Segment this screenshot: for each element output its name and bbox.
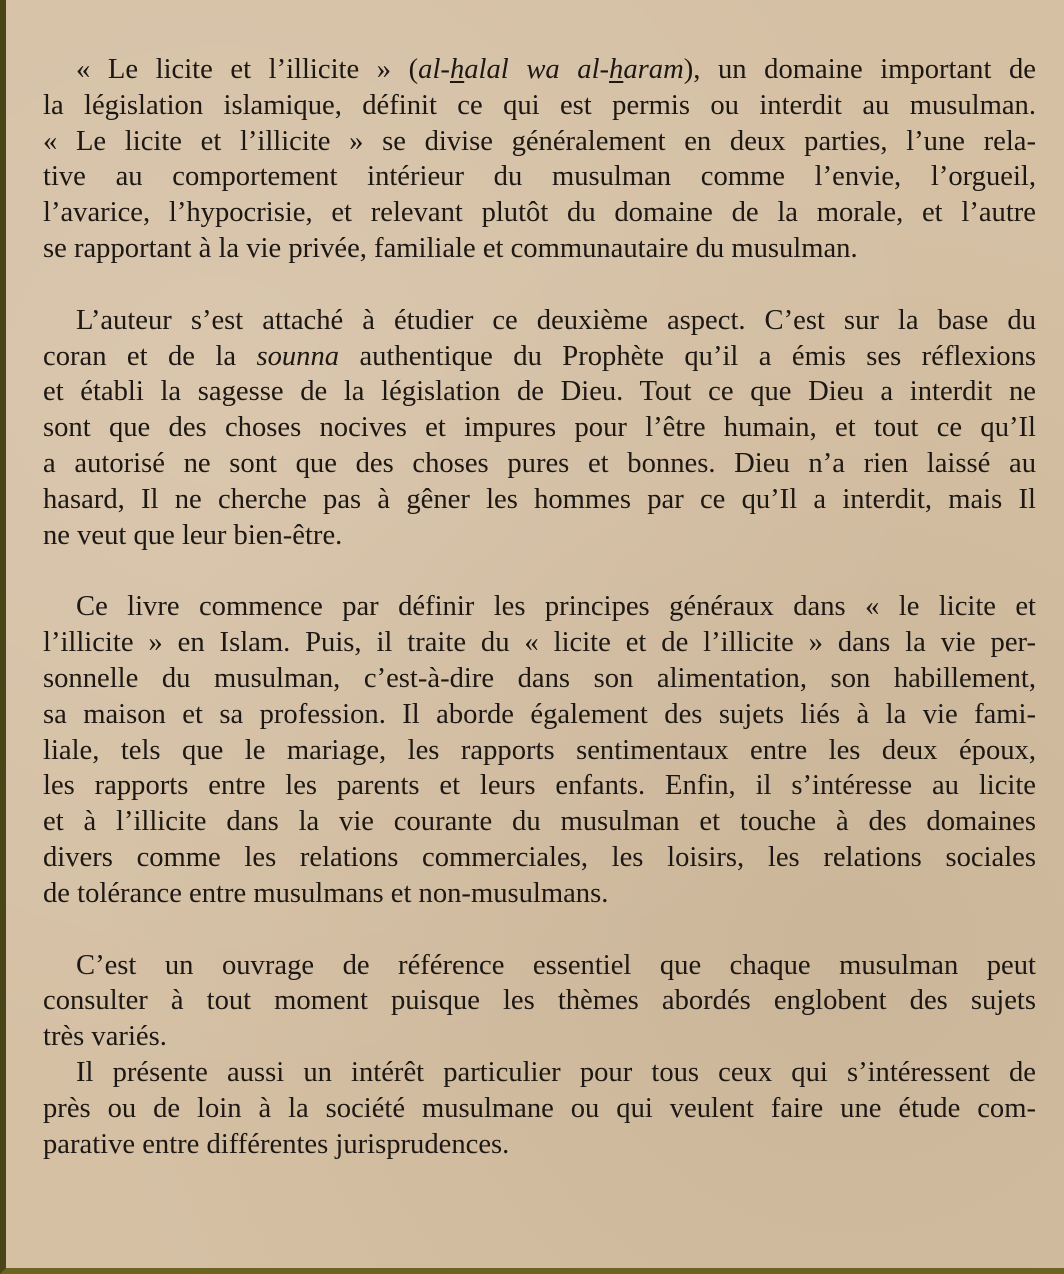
paragraph-gap bbox=[43, 912, 1036, 948]
text-line bbox=[43, 52, 1036, 88]
underlined-letter: h bbox=[609, 54, 624, 85]
text-line: sont que des choses nocives et impures pour l’être humain, et tout ce qu’Il bbox=[43, 412, 1036, 444]
text-line: consulter à tout moment puisque les thèmes abordés englobent des sujets bbox=[43, 985, 1036, 1017]
text-line: les rapports entre les parents et leurs enfants. Enfin, il s’intéresse au licite bbox=[43, 770, 1036, 802]
italic-term bbox=[418, 54, 684, 85]
paragraph-4 bbox=[43, 948, 1036, 1055]
paragraph-2 bbox=[43, 303, 1036, 554]
text-segment: « Le licite et l’illicite » ( bbox=[76, 54, 419, 85]
text-line: l’illicite » en Islam. Puis, il traite du « licite et de l’illicite » dans la vie per- bbox=[43, 627, 1036, 659]
paragraph-gap bbox=[43, 553, 1036, 589]
text-line: Ce livre commence par définir les principes généraux dans « le licite et bbox=[76, 591, 1036, 623]
text-line: sa maison et sa profession. Il aborde également des sujets liés à la vie fami- bbox=[43, 698, 1036, 730]
text-segment: coran et de la bbox=[43, 340, 257, 372]
text-line: l’avarice, l’hypocrisie, et relevant plutôt du domaine de la morale, et l’autre bbox=[43, 197, 1036, 229]
text-line: hasard, Il ne cherche pas à gêner les hommes par ce qu’Il a interdit, mais Il bbox=[43, 483, 1036, 515]
text-line: C’est un ouvrage de référence essentiel que chaque musulman peut bbox=[76, 949, 1036, 981]
term-part: alal wa al- bbox=[464, 54, 610, 85]
term-part: al- bbox=[418, 54, 450, 85]
text-line: la législation islamique, définit ce qui est permis ou interdit au musulman. bbox=[43, 89, 1036, 121]
text-line: près ou de loin à la société musulmane ou qui veulent faire une étude com- bbox=[43, 1092, 1036, 1124]
paragraph-5 bbox=[43, 1055, 1036, 1162]
italic-term: sounna bbox=[256, 340, 340, 372]
paragraph-3 bbox=[43, 589, 1036, 911]
text-line: de tolérance entre musulmans et non-musulmans. bbox=[43, 877, 609, 909]
text-line: ne veut que leur bien-être. bbox=[43, 519, 343, 551]
paragraph-gap bbox=[43, 267, 1036, 303]
text-line bbox=[43, 339, 1036, 375]
text-line: a autorisé ne sont que des choses pures et bonnes. Dieu n’a rien laissé au bbox=[43, 447, 1036, 479]
cover-text bbox=[43, 52, 1036, 1162]
text-line: tive au comportement intérieur du musulman comme l’envie, l’orgueil, bbox=[43, 161, 1036, 193]
text-line: et à l’illicite dans la vie courante du musulman et touche à des domaines bbox=[43, 806, 1036, 838]
text-line: divers comme les relations commerciales, les loisirs, les relations sociales bbox=[43, 841, 1036, 873]
text-line: et établi la sagesse de la législation de Dieu. Tout ce que Dieu a interdit ne bbox=[43, 376, 1036, 408]
underlined-letter: h bbox=[449, 54, 465, 85]
paragraph-1 bbox=[43, 52, 1036, 267]
text-line: se rapportant à la vie privée, familiale et communautaire du musulman. bbox=[43, 232, 858, 264]
text-line: L’auteur s’est attaché à étudier ce deuxième aspect. C’est sur la base du bbox=[76, 304, 1036, 336]
text-line: parative entre différentes jurisprudences. bbox=[43, 1128, 510, 1160]
text-line: « Le licite et l’illicite » se divise généralement en deux parties, l’une rela- bbox=[43, 125, 1036, 157]
text-line: sonnelle du musulman, c’est-à-dire dans son alimentation, son habillement, bbox=[43, 662, 1036, 694]
text-line: très variés. bbox=[43, 1021, 167, 1053]
term-part: aram bbox=[623, 54, 684, 85]
text-line: liale, tels que le mariage, les rapports sentimentaux entre les deux époux, bbox=[43, 734, 1036, 766]
text-line: Il présente aussi un intérêt particulier pour tous ceux qui s’intéressent de bbox=[76, 1056, 1036, 1088]
text-segment: authentique du Prophète qu’il a émis ses réflexions bbox=[339, 340, 1037, 372]
text-segment: ), un domaine important de bbox=[683, 54, 1036, 85]
